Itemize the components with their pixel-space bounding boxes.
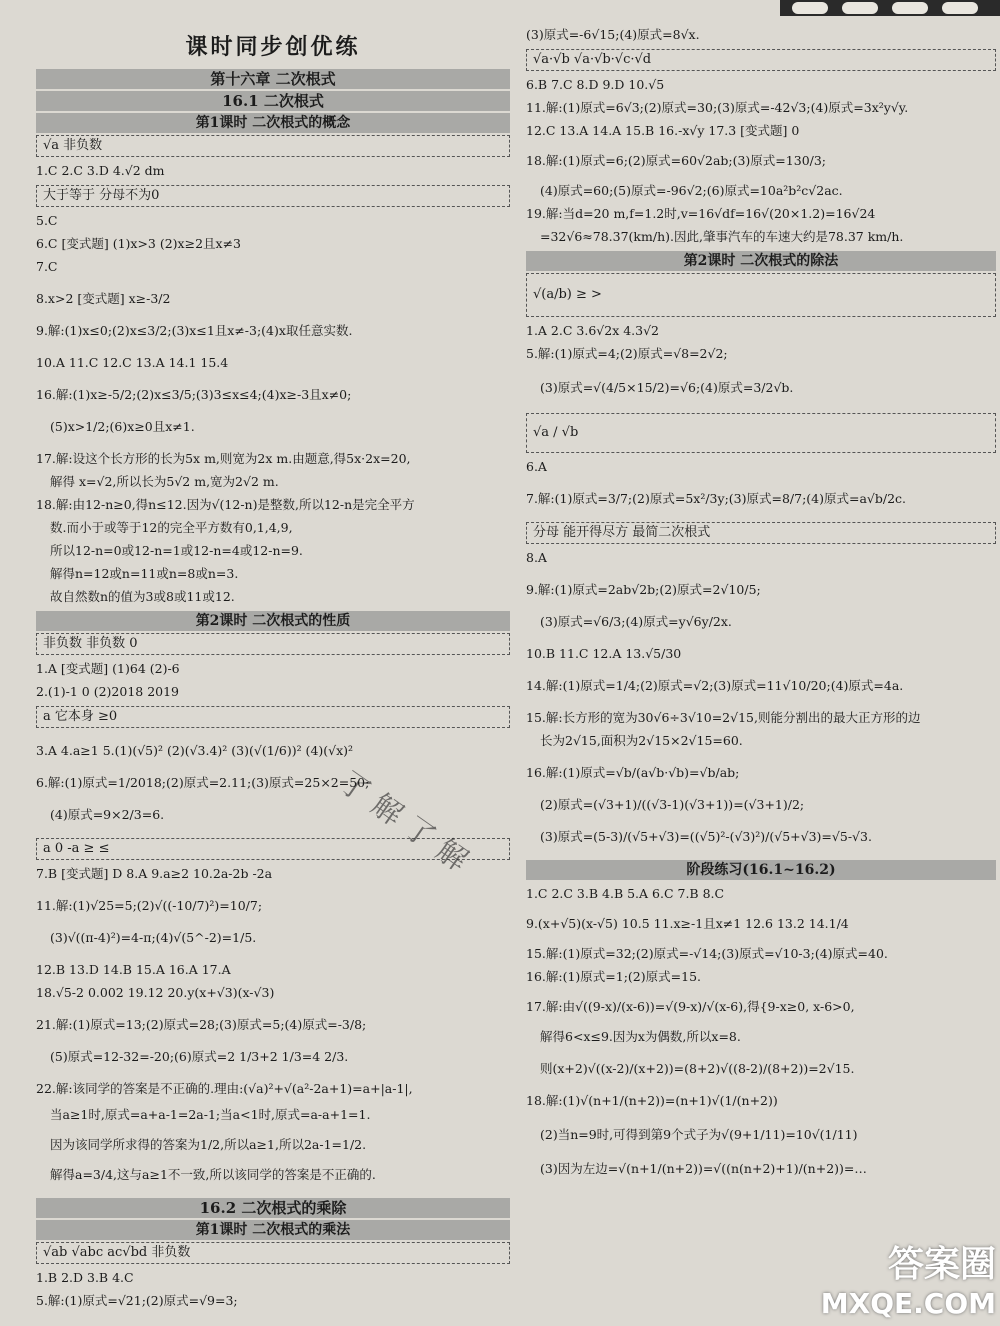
answer-line: 则(x+2)√((x-2)/(x+2))=(8+2)√((8-2)/(8+2))=2√15. [540, 1061, 855, 1076]
answer-line: 16.解:(1)原式=√b/(a√b·√b)=√b/ab; [526, 765, 740, 780]
answer-line: 9.解:(1)x≤0;(2)x≤3/2;(3)x≤1且x≠-3;(4)x取任意实数. [36, 323, 353, 338]
answer-line: 6.B 7.C 8.D 9.D 10.√5 [526, 77, 665, 92]
answer-line: (3)原式=√6/3;(4)原式=y√6y/2x. [540, 614, 732, 629]
answer-line: 1.C 2.C 3.D 4.√2 dm [36, 163, 165, 178]
answer-line: (2)原式=(√3+1)/((√3-1)(√3+1))=(√3+1)/2; [540, 797, 805, 812]
answer-line: (3)因为左边=√(n+1/(n+2))=√((n(n+2)+1)/(n+2))=… [540, 1161, 867, 1176]
answer-line: 10.A 11.C 12.C 13.A 14.1 15.4 [36, 355, 229, 370]
answer-line: 数.而小于或等于12的完全平方数有0,1,4,9, [50, 520, 293, 535]
answer-line: 8.A [526, 550, 547, 565]
section-header: 16.2 二次根式的乘除 [36, 1198, 510, 1218]
answer-box: 分母 能开得尽方 最简二次根式 [526, 522, 996, 544]
answer-line: 15.解:(1)原式=32;(2)原式=-√14;(3)原式=√10-3;(4)原式=40. [526, 946, 888, 961]
answer-line: 6.C [变式题] (1)x>3 (2)x≥2且x≠3 [36, 236, 242, 251]
answer-line: 10.B 11.C 12.A 13.√5/30 [526, 646, 682, 661]
answer-line: 17.解:设这个长方形的长为5x m,则宽为2x m.由题意,得5x·2x=20, [36, 451, 411, 466]
answer-line: (4)原式=60;(5)原式=-96√2;(6)原式=10a²b²c√2ac. [540, 183, 843, 198]
answer-box: √ab √abc ac√bd 非负数 [36, 1242, 510, 1264]
answer-line: (3)原式=-6√15;(4)原式=8√x. [526, 27, 700, 42]
answer-line: 解得6<x≤9.因为x为偶数,所以x=8. [540, 1029, 741, 1044]
answer-line: (3)√((π-4)²)=4-π;(4)√(5^-2)=1/5. [50, 930, 257, 945]
answer-line: 所以12-n=0或12-n=1或12-n=4或12-n=9. [50, 543, 303, 558]
answer-line: 5.解:(1)原式=√21;(2)原式=√9=3; [36, 1293, 238, 1308]
answer-line: 15.解:长方形的宽为30√6÷3√10=2√15,则能分割出的最大正方形的边 [526, 710, 921, 725]
answer-line: (3)原式=√(4/5×15/2)=√6;(4)原式=3/2√b. [540, 380, 794, 395]
answer-line: 当a≥1时,原式=a+a-1=2a-1;当a<1时,原式=a-a+1=1. [50, 1107, 371, 1122]
answer-line: 12.B 13.D 14.B 15.A 16.A 17.A [36, 962, 231, 977]
answer-line: 16.解:(1)x≥-5/2;(2)x≤3/5;(3)3≤x≤4;(4)x≥-3且x≠0; [36, 387, 352, 402]
answer-line: (3)原式=(5-3)/(√5+√3)=((√5)²-(√3)²)/(√5+√3)=√5-√3. [540, 829, 872, 844]
answer-line: 19.解:当d=20 m,f=1.2时,v=16√df=16√(20×1.2)=16√24 [526, 206, 876, 221]
answer-line: 解得n=12或n=11或n=8或n=3. [50, 566, 239, 581]
answer-line: 1.A [变式题] (1)64 (2)-6 [36, 661, 180, 676]
answer-line: 1.A 2.C 3.6√2x 4.3√2 [526, 323, 660, 338]
answer-line: (4)原式=9×2/3=6. [50, 807, 165, 822]
answer-line: 21.解:(1)原式=13;(2)原式=28;(3)原式=5;(4)原式=-3/8; [36, 1017, 367, 1032]
answer-box: 大于等于 分母不为0 [36, 185, 510, 207]
handwritten-note: 了 解 了 解 [332, 764, 474, 879]
watermark [796, 1236, 996, 1322]
answer-line: 17.解:由√((9-x)/(x-6))=√(9-x)/√(x-6),得{9-x≥0, x-6>0, [526, 999, 855, 1014]
answer-line: 因为该同学所求得的答案为1/2,所以a≥1,所以2a-1=1/2. [50, 1137, 367, 1152]
answer-line: 1.B 2.D 3.B 4.C [36, 1270, 134, 1285]
watermark-cn: 答案圈 [887, 1244, 996, 1285]
answer-line: 解得a=3/4,这与a≥1不一致,所以该同学的答案是不正确的. [50, 1167, 376, 1182]
answer-line: 5.C [36, 213, 58, 228]
lesson-header: 第2课时 二次根式的性质 [36, 611, 510, 631]
answer-line: 5.解:(1)原式=4;(2)原式=√8=2√2; [526, 346, 728, 361]
answer-line: 7.B [变式题] D 8.A 9.a≥2 10.2a-2b -2a [36, 866, 273, 881]
answer-line: 11.解:(1)√25=5;(2)√((-10/7)²)=10/7; [36, 898, 263, 913]
lesson-header: 第1课时 二次根式的乘法 [36, 1220, 510, 1240]
answer-line: 16.解:(1)原式=1;(2)原式=15. [526, 969, 701, 984]
answer-line: 1.C 2.C 3.B 4.B 5.A 6.C 7.B 8.C [526, 886, 725, 901]
answer-line: 11.解:(1)原式=6√3;(2)原式=30;(3)原式=-42√3;(4)原式=3x²y√y. [526, 100, 909, 115]
answer-line: 22.解:该同学的答案是不正确的.理由:(√a)²+√(a²-2a+1)=a+|a-1|, [36, 1081, 413, 1096]
answer-line: 6.A [526, 459, 547, 474]
answer-line: 14.解:(1)原式=1/4;(2)原式=√2;(3)原式=11√10/20;(4)原式=4a. [526, 678, 904, 693]
answer-line: 9.(x+√5)(x-√5) 10.5 11.x≥-1且x≠1 12.6 13.2 14.1/4 [526, 916, 849, 931]
chapter-header: 第十六章 二次根式 [36, 69, 510, 89]
stage-practice-header: 阶段练习(16.1~16.2) [526, 860, 996, 880]
answer-line: 9.解:(1)原式=2ab√2b;(2)原式=2√10/5; [526, 582, 761, 597]
answer-line: 解得 x=√2,所以长为5√2 m,宽为2√2 m. [50, 474, 279, 489]
answer-box: √(a/b) ≥ > [526, 273, 996, 317]
answer-box: a 0 -a ≥ ≤ [36, 838, 510, 860]
answer-line: 18.解:(1)原式=6;(2)原式=60√2ab;(3)原式=130/3; [526, 153, 827, 168]
answer-line: 长为2√15,面积为2√15×2√15=60. [540, 733, 743, 748]
answer-line: 18.√5-2 0.002 19.12 20.y(x+√3)(x-√3) [36, 985, 275, 1000]
lesson-header: 第2课时 二次根式的除法 [526, 251, 996, 271]
lesson-header: 第1课时 二次根式的概念 [36, 113, 510, 133]
answer-line: 8.x>2 [变式题] x≥-3/2 [36, 291, 171, 306]
answer-line: 故自然数n的值为3或8或11或12. [50, 589, 235, 604]
right-column [526, 0, 996, 1194]
answer-box: √a / √b [526, 413, 996, 453]
answer-line: 7.C [36, 259, 58, 274]
section-header: 16.1 二次根式 [36, 91, 510, 111]
answer-box: √a·√b √a·√b·√c·√d [526, 49, 996, 71]
answer-line: 3.A 4.a≥1 5.(1)(√5)² (2)(√3.4)² (3)(√(1/6))² (4)(√x)² [36, 743, 354, 758]
answer-line: 2.(1)-1 0 (2)2018 2019 [36, 684, 180, 699]
answer-line: (5)x>1/2;(6)x≥0且x≠1. [50, 419, 195, 434]
answer-line: =32√6≈78.37(km/h).因此,肇事汽车的车速大约是78.37 km/h. [540, 229, 904, 244]
answer-line: (5)原式=12-32=-20;(6)原式=2 1/3+2 1/3=4 2/3. [50, 1049, 349, 1064]
answer-line: 7.解:(1)原式=3/7;(2)原式=5x²/3y;(3)原式=8/7;(4)原式=a√b/2c. [526, 491, 907, 506]
answer-line: 6.解:(1)原式=1/2018;(2)原式=2.11;(3)原式=25×2=50; [36, 775, 370, 790]
answer-line: 18.解:由12-n≥0,得n≤12.因为√(12-n)是整数,所以12-n是完全平方 [36, 497, 415, 512]
page-title: 课时同步创优练 [185, 34, 361, 60]
answer-line: (2)当n=9时,可得到第9个式子为√(9+1/11)=10√(1/11) [540, 1127, 858, 1142]
answer-box: a 它本身 ≥0 [36, 706, 510, 728]
answer-box: 非负数 非负数 0 [36, 633, 510, 655]
watermark-en: MXQE.COM [820, 1287, 996, 1320]
left-column [36, 0, 510, 1315]
answer-box: √a 非负数 [36, 135, 510, 157]
answer-line: 18.解:(1)√(n+1/(n+2))=(n+1)√(1/(n+2)) [526, 1093, 778, 1108]
answer-line: 12.C 13.A 14.A 15.B 16.-x√y 17.3 [变式题] 0 [526, 123, 800, 138]
